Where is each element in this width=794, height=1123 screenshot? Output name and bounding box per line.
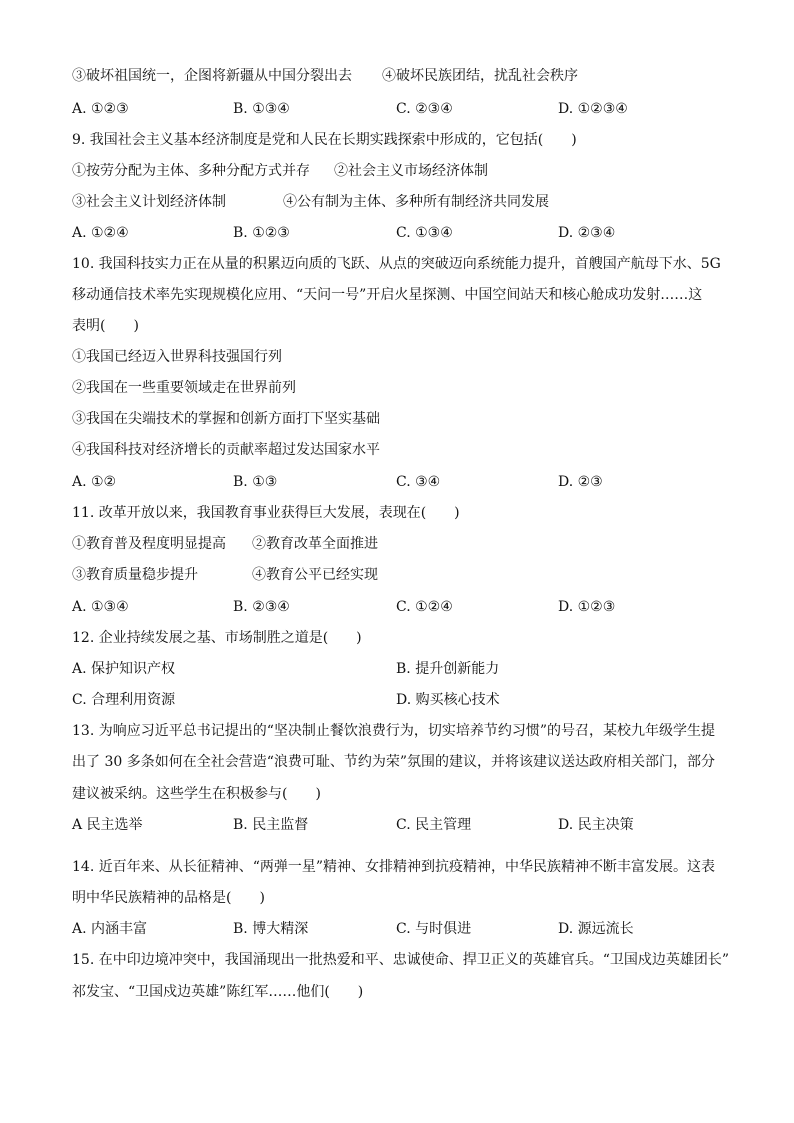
q10-stem-line-3: 表明( ) <box>72 318 139 334</box>
option-a: A. 保护知识产权 <box>72 661 176 677</box>
q9-items-row1 <box>72 161 732 181</box>
option-c: C. 民主管理 <box>396 817 472 833</box>
q14-stem-line-2: 明中华民族精神的品格是( ) <box>72 890 265 906</box>
q11-stem: 11. 改革开放以来，我国教育事业获得巨大发展，表现在( ) <box>72 505 460 521</box>
option-a: A. 内涵丰富 <box>72 921 148 937</box>
option-b: B. 民主监督 <box>233 817 309 833</box>
option-a: A. ①③④ <box>72 599 129 615</box>
option-c: C. 合理利用资源 <box>72 692 176 708</box>
option-d: D. ②③④ <box>558 225 616 241</box>
q9-item-2: ②社会主义市场经济体制 <box>334 163 488 179</box>
q11-items-row1 <box>72 534 732 554</box>
option-a: A. ①②④ <box>72 225 129 241</box>
option-c: C. ②③④ <box>396 101 453 117</box>
option-b: B. ①③④ <box>233 101 290 117</box>
q11-item-4: ④教育公平已经实现 <box>252 567 378 583</box>
q11-item-2: ②教育改革全面推进 <box>252 536 378 552</box>
q15-stem-line-1: 15. 在中印边境冲突中，我国涌现出一批热爱和平、忠诚使命、捍卫正义的英雄官兵。“卫国戍边英雄团长” <box>72 952 730 968</box>
option-a: A. ①②③ <box>72 101 129 117</box>
q10-item-1: ①我国已经迈入世界科技强国行列 <box>72 349 282 365</box>
option-d: D. 源远流长 <box>558 921 634 937</box>
q9-item-1: ①按劳分配为主体、多种分配方式并存 <box>72 163 310 179</box>
option-a: A 民主选举 <box>72 817 143 833</box>
q10-item-4: ④我国科技对经济增长的贡献率超过发达国家水平 <box>72 442 380 458</box>
option-d: D. ②③ <box>558 474 603 490</box>
option-c: C. ③④ <box>396 474 441 490</box>
pre-question-items <box>72 66 732 86</box>
pre-item-3: ③破坏祖国统一，企图将新疆从中国分裂出去 <box>72 68 352 84</box>
option-d: D. ①②③④ <box>558 101 628 117</box>
q9-items-row2 <box>72 192 732 212</box>
option-b: B. 提升创新能力 <box>396 661 500 677</box>
q13-stem-line-3: 建议被采纳。这些学生在积极参与( ) <box>72 786 321 802</box>
q9-item-4: ④公有制为主体、多种所有制经济共同发展 <box>283 194 549 210</box>
q13-stem-line-2: 出了 30 多条如何在全社会营造“浪费可耻、节约为荣”氛围的建议，并将该建议送达政府相关部门，部分 <box>72 754 716 770</box>
option-c: C. ①②④ <box>396 599 453 615</box>
option-c: C. 与时俱进 <box>396 921 472 937</box>
option-d: D. ①②③ <box>558 599 616 615</box>
option-b: B. 博大精深 <box>233 921 309 937</box>
q10-stem-line-1: 10. 我国科技实力正在从量的积累迈向质的飞跃、从点的突破迈向系统能力提升，首艘国产航母下水、5G <box>72 256 721 272</box>
option-a: A. ①② <box>72 474 117 490</box>
option-b: B. ②③④ <box>233 599 290 615</box>
q10-item-2: ②我国在一些重要领域走在世界前列 <box>72 380 296 396</box>
option-c: C. ①③④ <box>396 225 453 241</box>
option-b: B. ①②③ <box>233 225 290 241</box>
option-b: B. ①③ <box>233 474 278 490</box>
q11-items-row2 <box>72 565 732 585</box>
option-d: D. 民主决策 <box>558 817 634 833</box>
q9-stem: 9. 我国社会主义基本经济制度是党和人民在长期实践探索中形成的，它包括( ) <box>72 132 577 148</box>
q9-item-3: ③社会主义计划经济体制 <box>72 194 226 210</box>
pre-item-4: ④破坏民族团结，扰乱社会秩序 <box>382 68 578 84</box>
q11-item-3: ③教育质量稳步提升 <box>72 567 198 583</box>
q10-item-3: ③我国在尖端技术的掌握和创新方面打下坚实基础 <box>72 411 380 427</box>
q15-stem-line-2: 祁发宝、“卫国戍边英雄”陈红军……他们( ) <box>72 984 364 1000</box>
option-d: D. 购买核心技术 <box>396 692 500 708</box>
q10-stem-line-2: 移动通信技术率先实现规模化应用、“天问一号”开启火星探测、中国空间站天和核心舱成功发射……这 <box>72 287 703 303</box>
q14-stem-line-1: 14. 近百年来、从长征精神、“两弹一星”精神、女排精神到抗疫精神，中华民族精神不断丰富发展。这表 <box>72 859 716 875</box>
q13-stem-line-1: 13. 为响应习近平总书记提出的“坚决制止餐饮浪费行为，切实培养节约习惯”的号召，某校九年级学生提 <box>72 723 716 739</box>
q11-item-1: ①教育普及程度明显提高 <box>72 536 226 552</box>
q12-stem: 12. 企业持续发展之基、市场制胜之道是( ) <box>72 630 362 646</box>
